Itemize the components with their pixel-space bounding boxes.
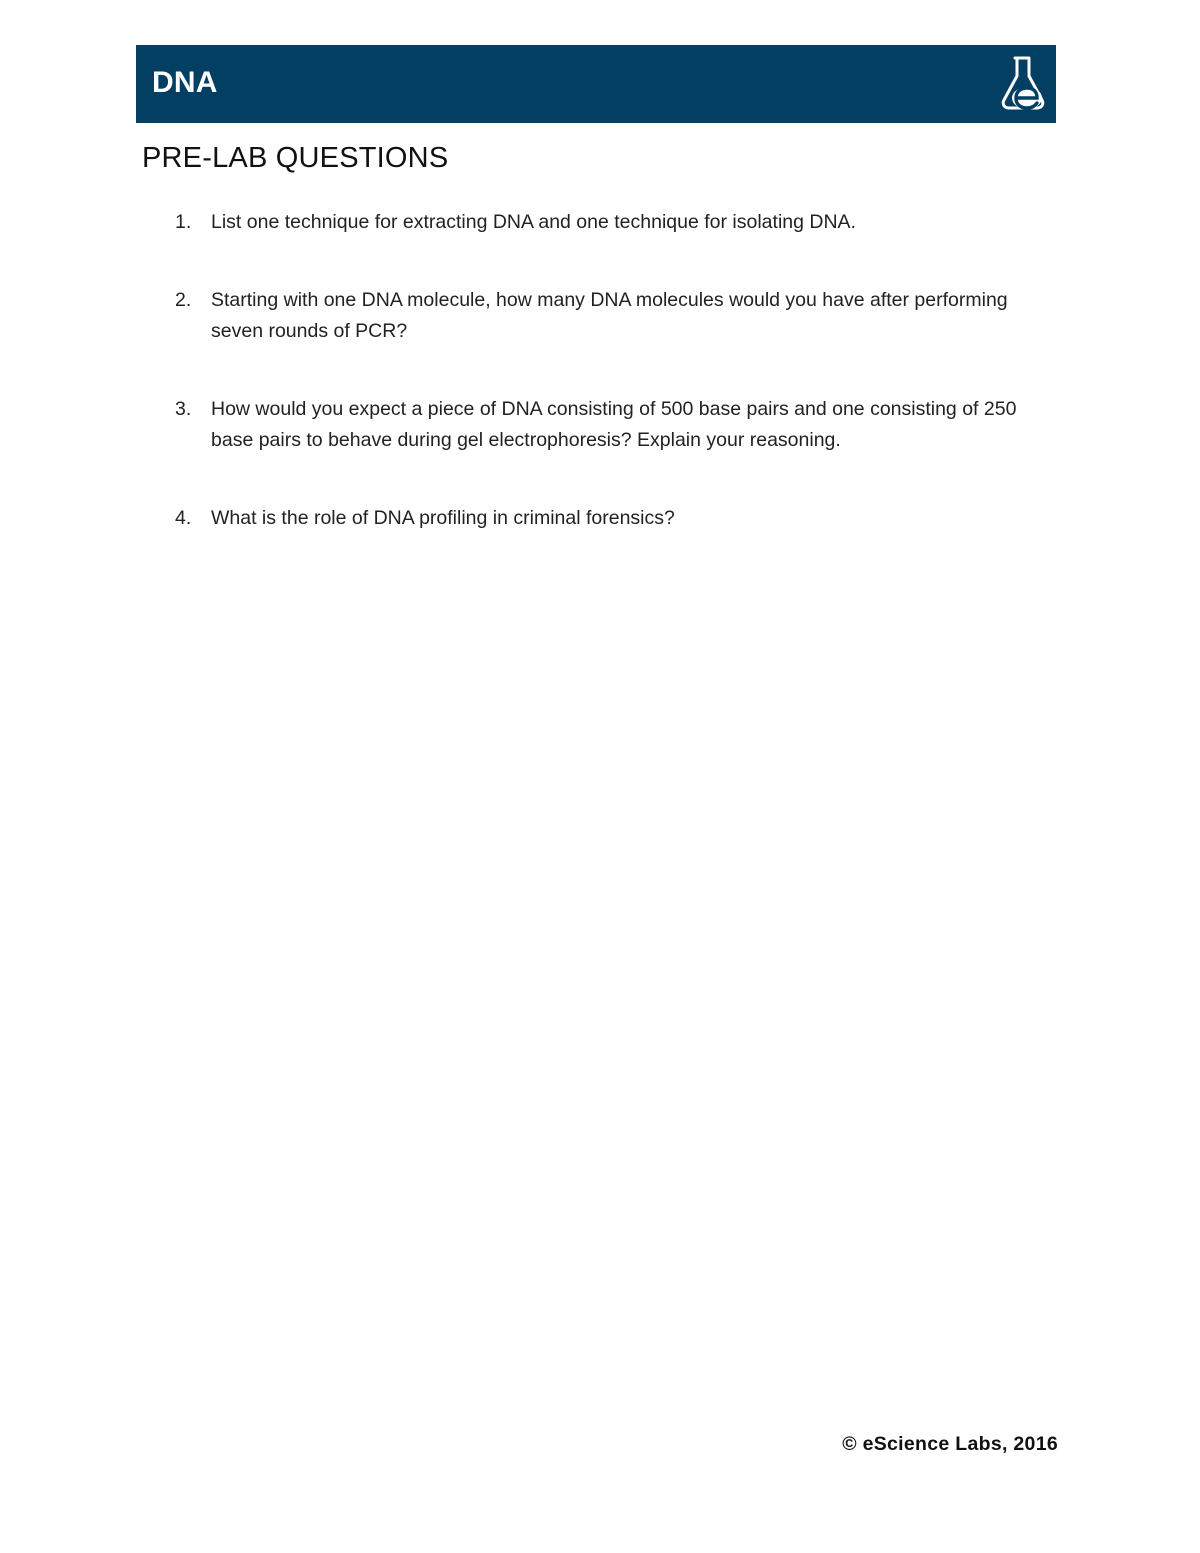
footer-copyright: © eScience Labs, 2016 — [842, 1433, 1058, 1455]
header-title: DNA — [152, 66, 218, 99]
question-list — [170, 207, 1050, 534]
question-item — [170, 503, 1050, 534]
question-text: What is the role of DNA profiling in criminal forensics? — [211, 507, 675, 529]
question-number: 1. — [175, 211, 192, 233]
section-title: PRE-LAB QUESTIONS — [142, 142, 449, 174]
question-text: List one technique for extracting DNA and one technique for isolating DNA. — [211, 211, 856, 233]
question-text: Starting with one DNA molecule, how many DNA molecules would you have after performing seven rounds of PCR? — [211, 289, 1008, 342]
question-item — [170, 285, 1050, 347]
question-text: How would you expect a piece of DNA consisting of 500 base pairs and one consisting of 250 base pairs to behave during gel electrophoresis? Explain your reasoning. — [211, 398, 1017, 451]
question-item — [170, 394, 1050, 456]
question-number: 2. — [175, 289, 192, 311]
question-number: 4. — [175, 507, 192, 529]
question-item — [170, 207, 1050, 238]
header-bar — [136, 45, 1056, 123]
question-number: 3. — [175, 398, 192, 420]
escience-flask-logo-icon — [999, 55, 1047, 113]
